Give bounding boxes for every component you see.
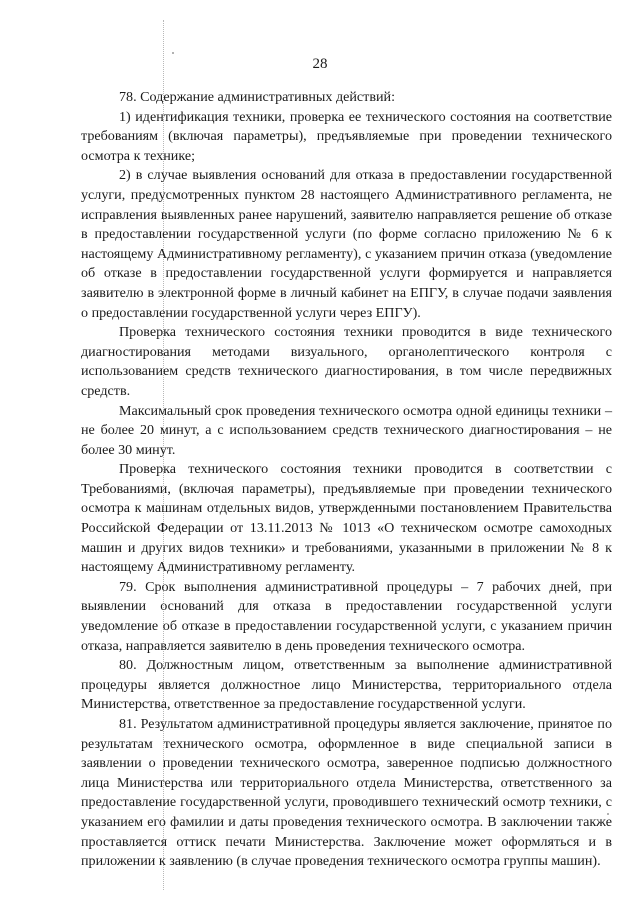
paragraph: 2) в случае выявления оснований для отказа в предоставлении государственной услуги, предусмотренных пунктом 28 настоящего Административного регламента, не исправления выявленных ранее нарушений, заявителю направляется решение об отказе в предоставлении государственной услуги (по форме согласно приложению № 6 к настоящему Административному регламенту), с указанием причин отказа (уведомление об отказе в предоставлении государственной услуги формируется и направляется заявителю в электронной форме в личный кабинет на ЕПГУ, в случае подачи заявления о предоставлении государственной услуги через ЕПГУ). xyxy=(81,167,612,321)
paragraph: Проверка технического состояния техники проводится в соответствии с Требованиями, (включая параметры), предъявляемые при проведении технического осмотра к машинам отдельных видов, утвержденными постановлением Правительства Российской Федерации от 13.11.2013 № 1013 «О техническом осмотре самоходных машин и других видов техники» и требованиями, указанными в приложении № 8 к настоящему Административному регламенту. xyxy=(81,461,612,576)
paragraph: 78. Содержание административных действий: xyxy=(119,89,395,105)
page-number: 28 xyxy=(312,56,328,72)
scan-speck xyxy=(172,52,174,54)
paragraph: 81. Результатом административной процедуры является заключение, принятое по результатам технического осмотра, оформленное в виде специальной записи в заявлении о проведении технического осмотра, заверенное подписью должностного лица Министерства или территориального отдела Министерства, ответственного за предоставление государственной услуги, проводившего технический осмотр техники, с указанием его фамилии и даты проведения технического осмотра. В заключении также проставляется оттиск печати Министерства. Заключение может оформляться и в приложении к заявлению (в случае проведения технического осмотра группы машин). xyxy=(81,716,612,870)
paragraph: Максимальный срок проведения технического осмотра одной единицы техники – не более 20 минут, а с использованием средств технического диагностирования – не более 30 минут. xyxy=(81,402,612,458)
document-body xyxy=(81,88,612,872)
paragraph: 1) идентификация техники, проверка ее технического состояния на соответствие требованиям (включая параметры), предъявляемые при проведении технического осмотра к технике; xyxy=(81,108,612,164)
paragraph: 79. Срок выполнения административной процедуры – 7 рабочих дней, при выявлении оснований для отказа в предоставлении государственной услуги уведомление об отказе в предоставлении государственной услуги, с указанием причин отказа, направляется заявителю в день проведения технического осмотра. xyxy=(81,578,612,654)
paragraph: 80. Должностным лицом, ответственным за выполнение административной процедуры является должностное лицо Министерства, территориального отдела Министерства, ответственное за предоставление государственной услуги. xyxy=(81,657,612,713)
paragraph: Проверка технического состояния техники проводится в виде технического диагностирования методами визуального, органолептического контроля с использованием средств технического диагностирования, в том числе передвижных средств. xyxy=(81,324,612,399)
